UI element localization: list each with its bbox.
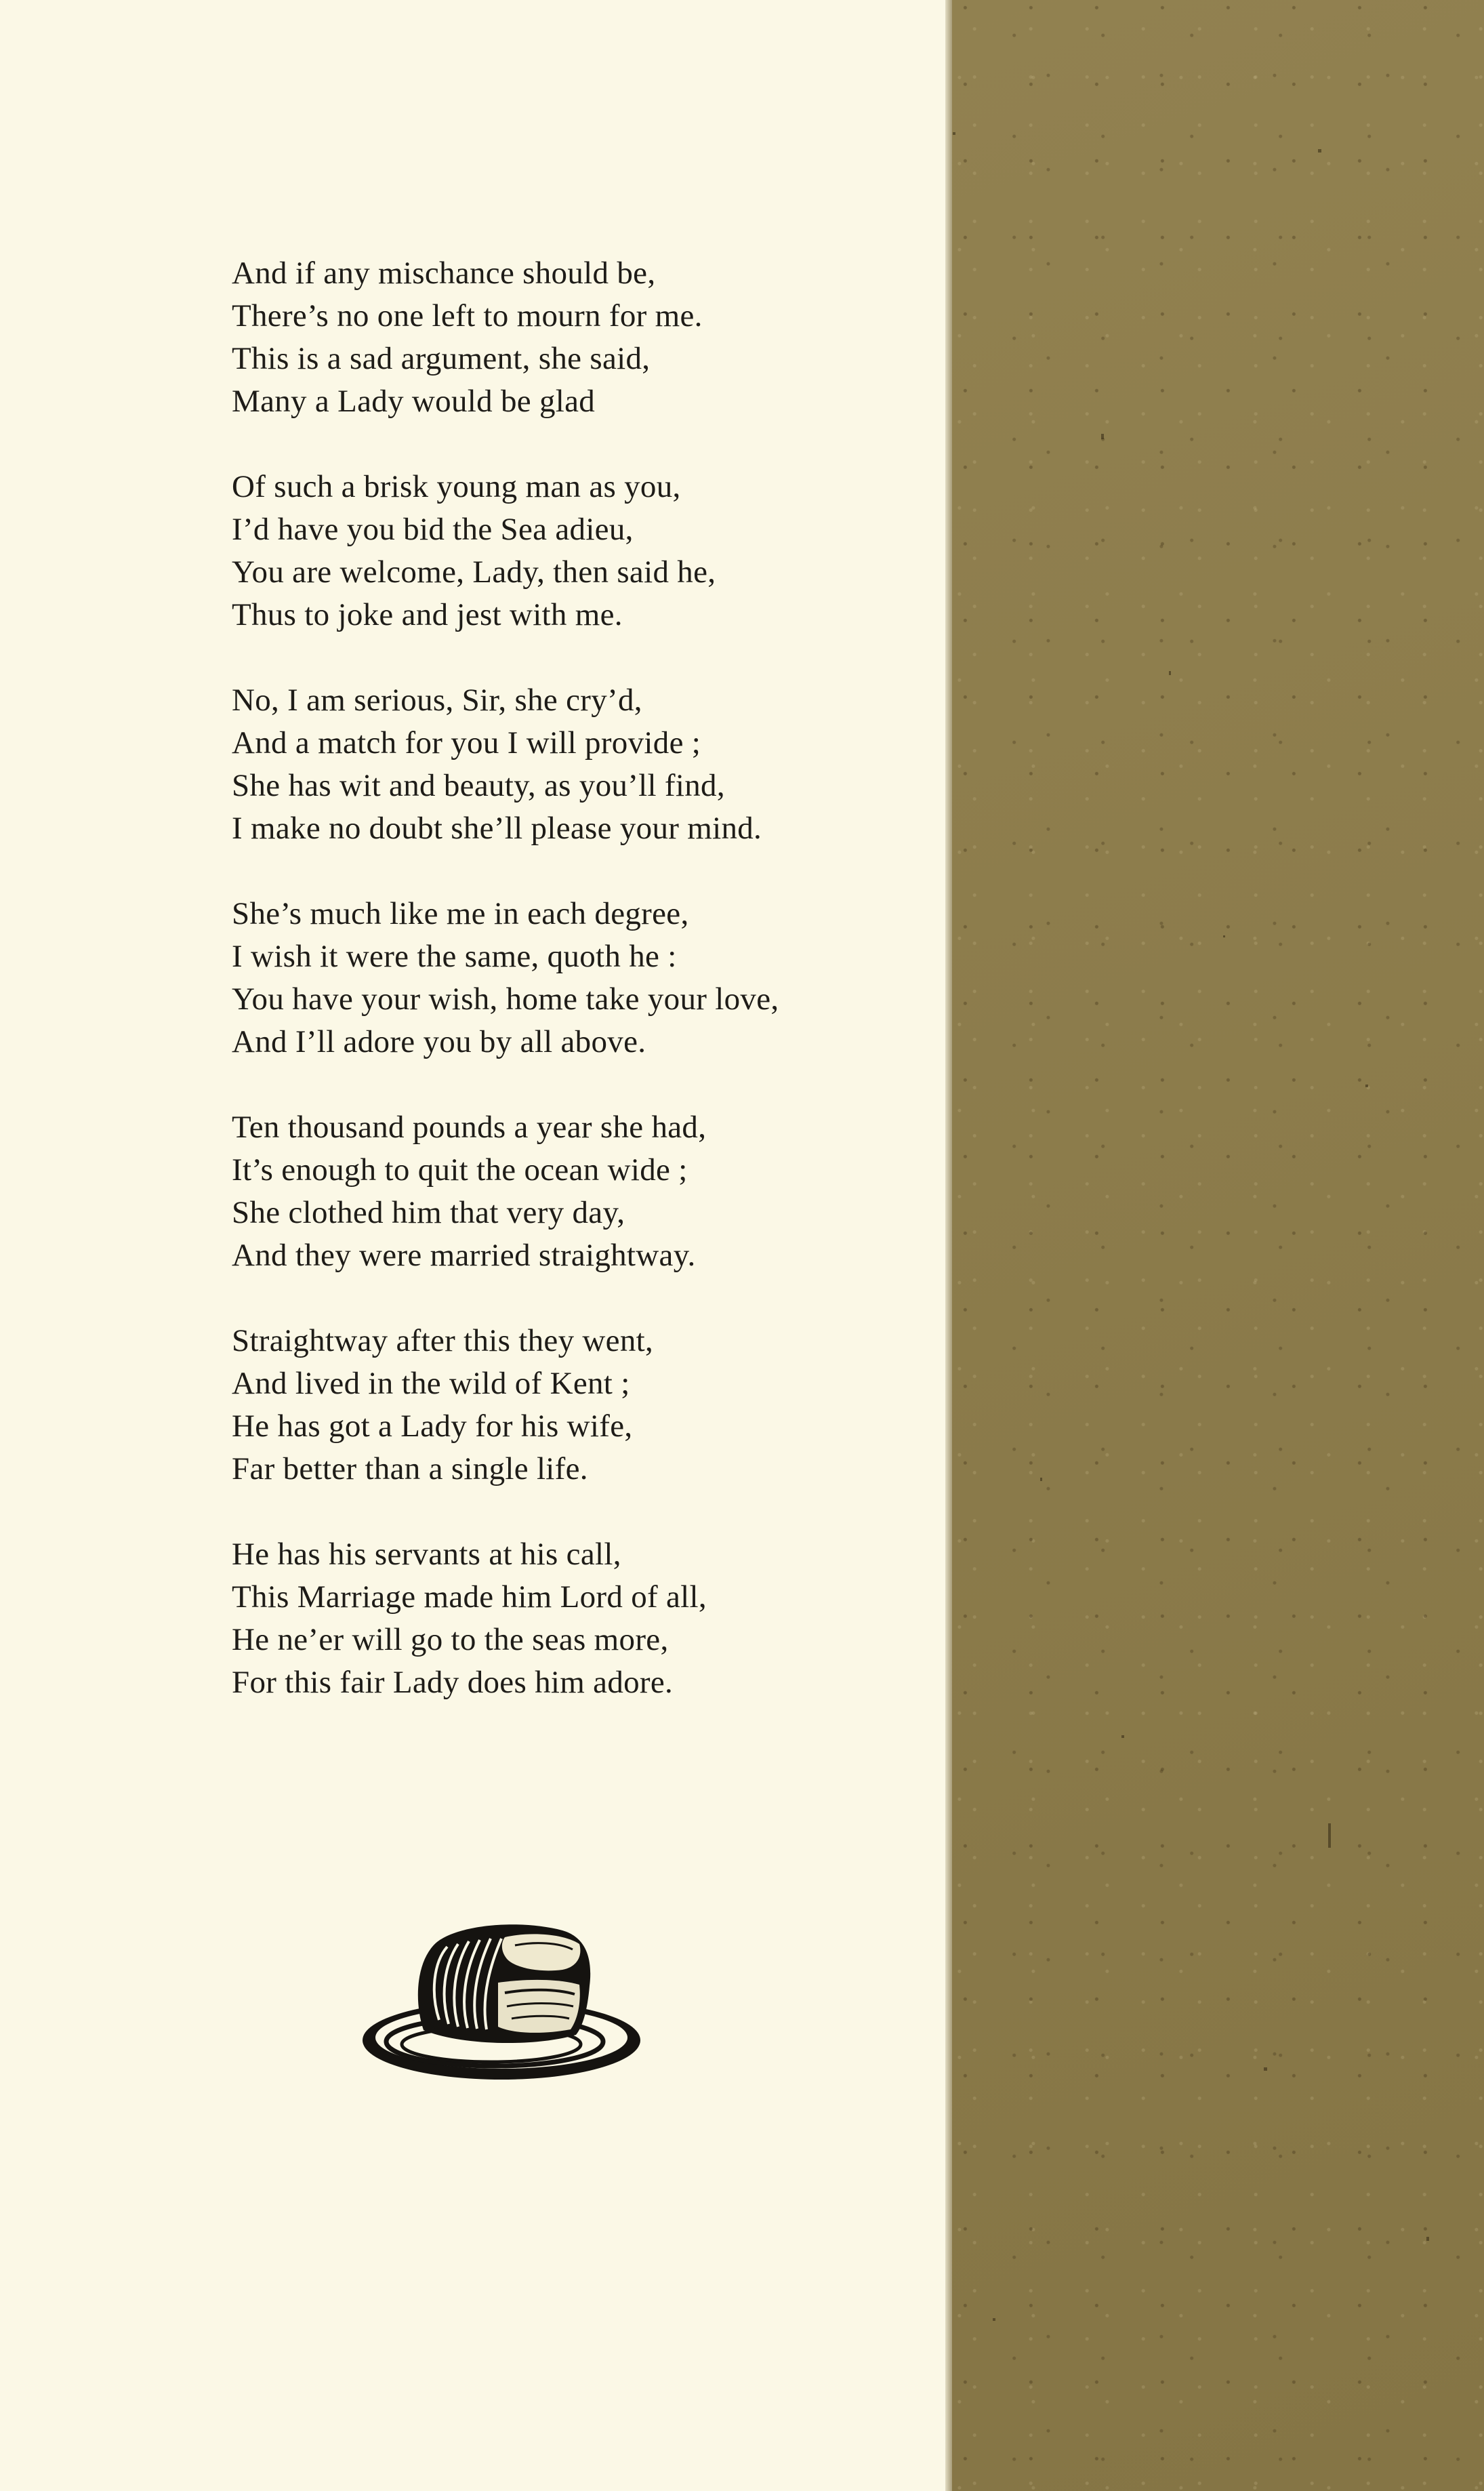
poem-line: It’s enough to quit the ocean wide ; — [232, 1152, 688, 1188]
board-fleck — [1101, 434, 1104, 439]
poem-line: She clothed him that very day, — [232, 1195, 625, 1230]
poem-line: There’s no one left to mourn for me. — [232, 298, 703, 333]
poem-line: Many a Lady would be glad — [232, 384, 596, 419]
poem-line: This Marriage made him Lord of all, — [232, 1579, 707, 1615]
poem-line: I wish it were the same, quoth he : — [232, 939, 677, 974]
board-fleck — [1169, 671, 1171, 675]
stanza-4 — [232, 893, 936, 1064]
poem-line: She’s much like me in each degree, — [232, 896, 689, 931]
poem-line: I’d have you bid the Sea adieu, — [232, 512, 634, 547]
board-fleck — [1318, 149, 1321, 153]
poem-line: Ten thousand pounds a year she had, — [232, 1110, 707, 1145]
poem-line: Straightway after this they went, — [232, 1323, 654, 1358]
board-fleck — [1365, 1085, 1368, 1087]
poem — [232, 252, 936, 1747]
poem-line: No, I am serious, Sir, she cry’d, — [232, 683, 642, 718]
poem-line: You have your wish, home take your love, — [232, 981, 779, 1017]
board-fleck — [1426, 2237, 1429, 2241]
poem-line: He has his servants at his call, — [232, 1537, 621, 1572]
poem-line: Of such a brisk young man as you, — [232, 469, 681, 504]
stanza-2 — [232, 466, 936, 636]
board-fleck — [1264, 2067, 1267, 2071]
poem-line: Thus to joke and jest with me. — [232, 597, 623, 632]
poem-line: You are welcome, Lady, then said he, — [232, 554, 716, 590]
stanza-3 — [232, 679, 936, 850]
board-fleck — [1121, 1735, 1124, 1738]
poem-line: For this fair Lady does him adore. — [232, 1665, 674, 1700]
poem-line: She has wit and beauty, as you’ll find, — [232, 768, 725, 803]
hat-woodcut-icon — [359, 1918, 651, 2084]
stanza-5 — [232, 1106, 936, 1277]
stanza-1 — [232, 252, 936, 423]
cover-board — [952, 0, 1484, 2491]
board-fleck — [1328, 1823, 1331, 1848]
poem-line: Far better than a single life. — [232, 1451, 588, 1486]
poem-line: And a match for you I will provide ; — [232, 725, 701, 761]
board-fleck — [1223, 935, 1225, 937]
stanza-6 — [232, 1320, 936, 1491]
poem-line: And they were married straightway. — [232, 1238, 696, 1273]
stanza-7 — [232, 1533, 936, 1704]
poem-line: He has got a Lady for his wife, — [232, 1409, 633, 1444]
poem-line: This is a sad argument, she said, — [232, 341, 651, 376]
board-fleck — [993, 2318, 995, 2321]
poem-line: He ne’er will go to the seas more, — [232, 1622, 669, 1657]
poem-line: And lived in the wild of Kent ; — [232, 1366, 630, 1401]
poem-line: I make no doubt she’ll please your mind. — [232, 811, 762, 846]
poem-line: And if any mischance should be, — [232, 256, 656, 291]
board-fleck — [953, 132, 955, 135]
board-fleck — [1040, 1478, 1042, 1481]
poem-line: And I’ll adore you by all above. — [232, 1024, 646, 1059]
